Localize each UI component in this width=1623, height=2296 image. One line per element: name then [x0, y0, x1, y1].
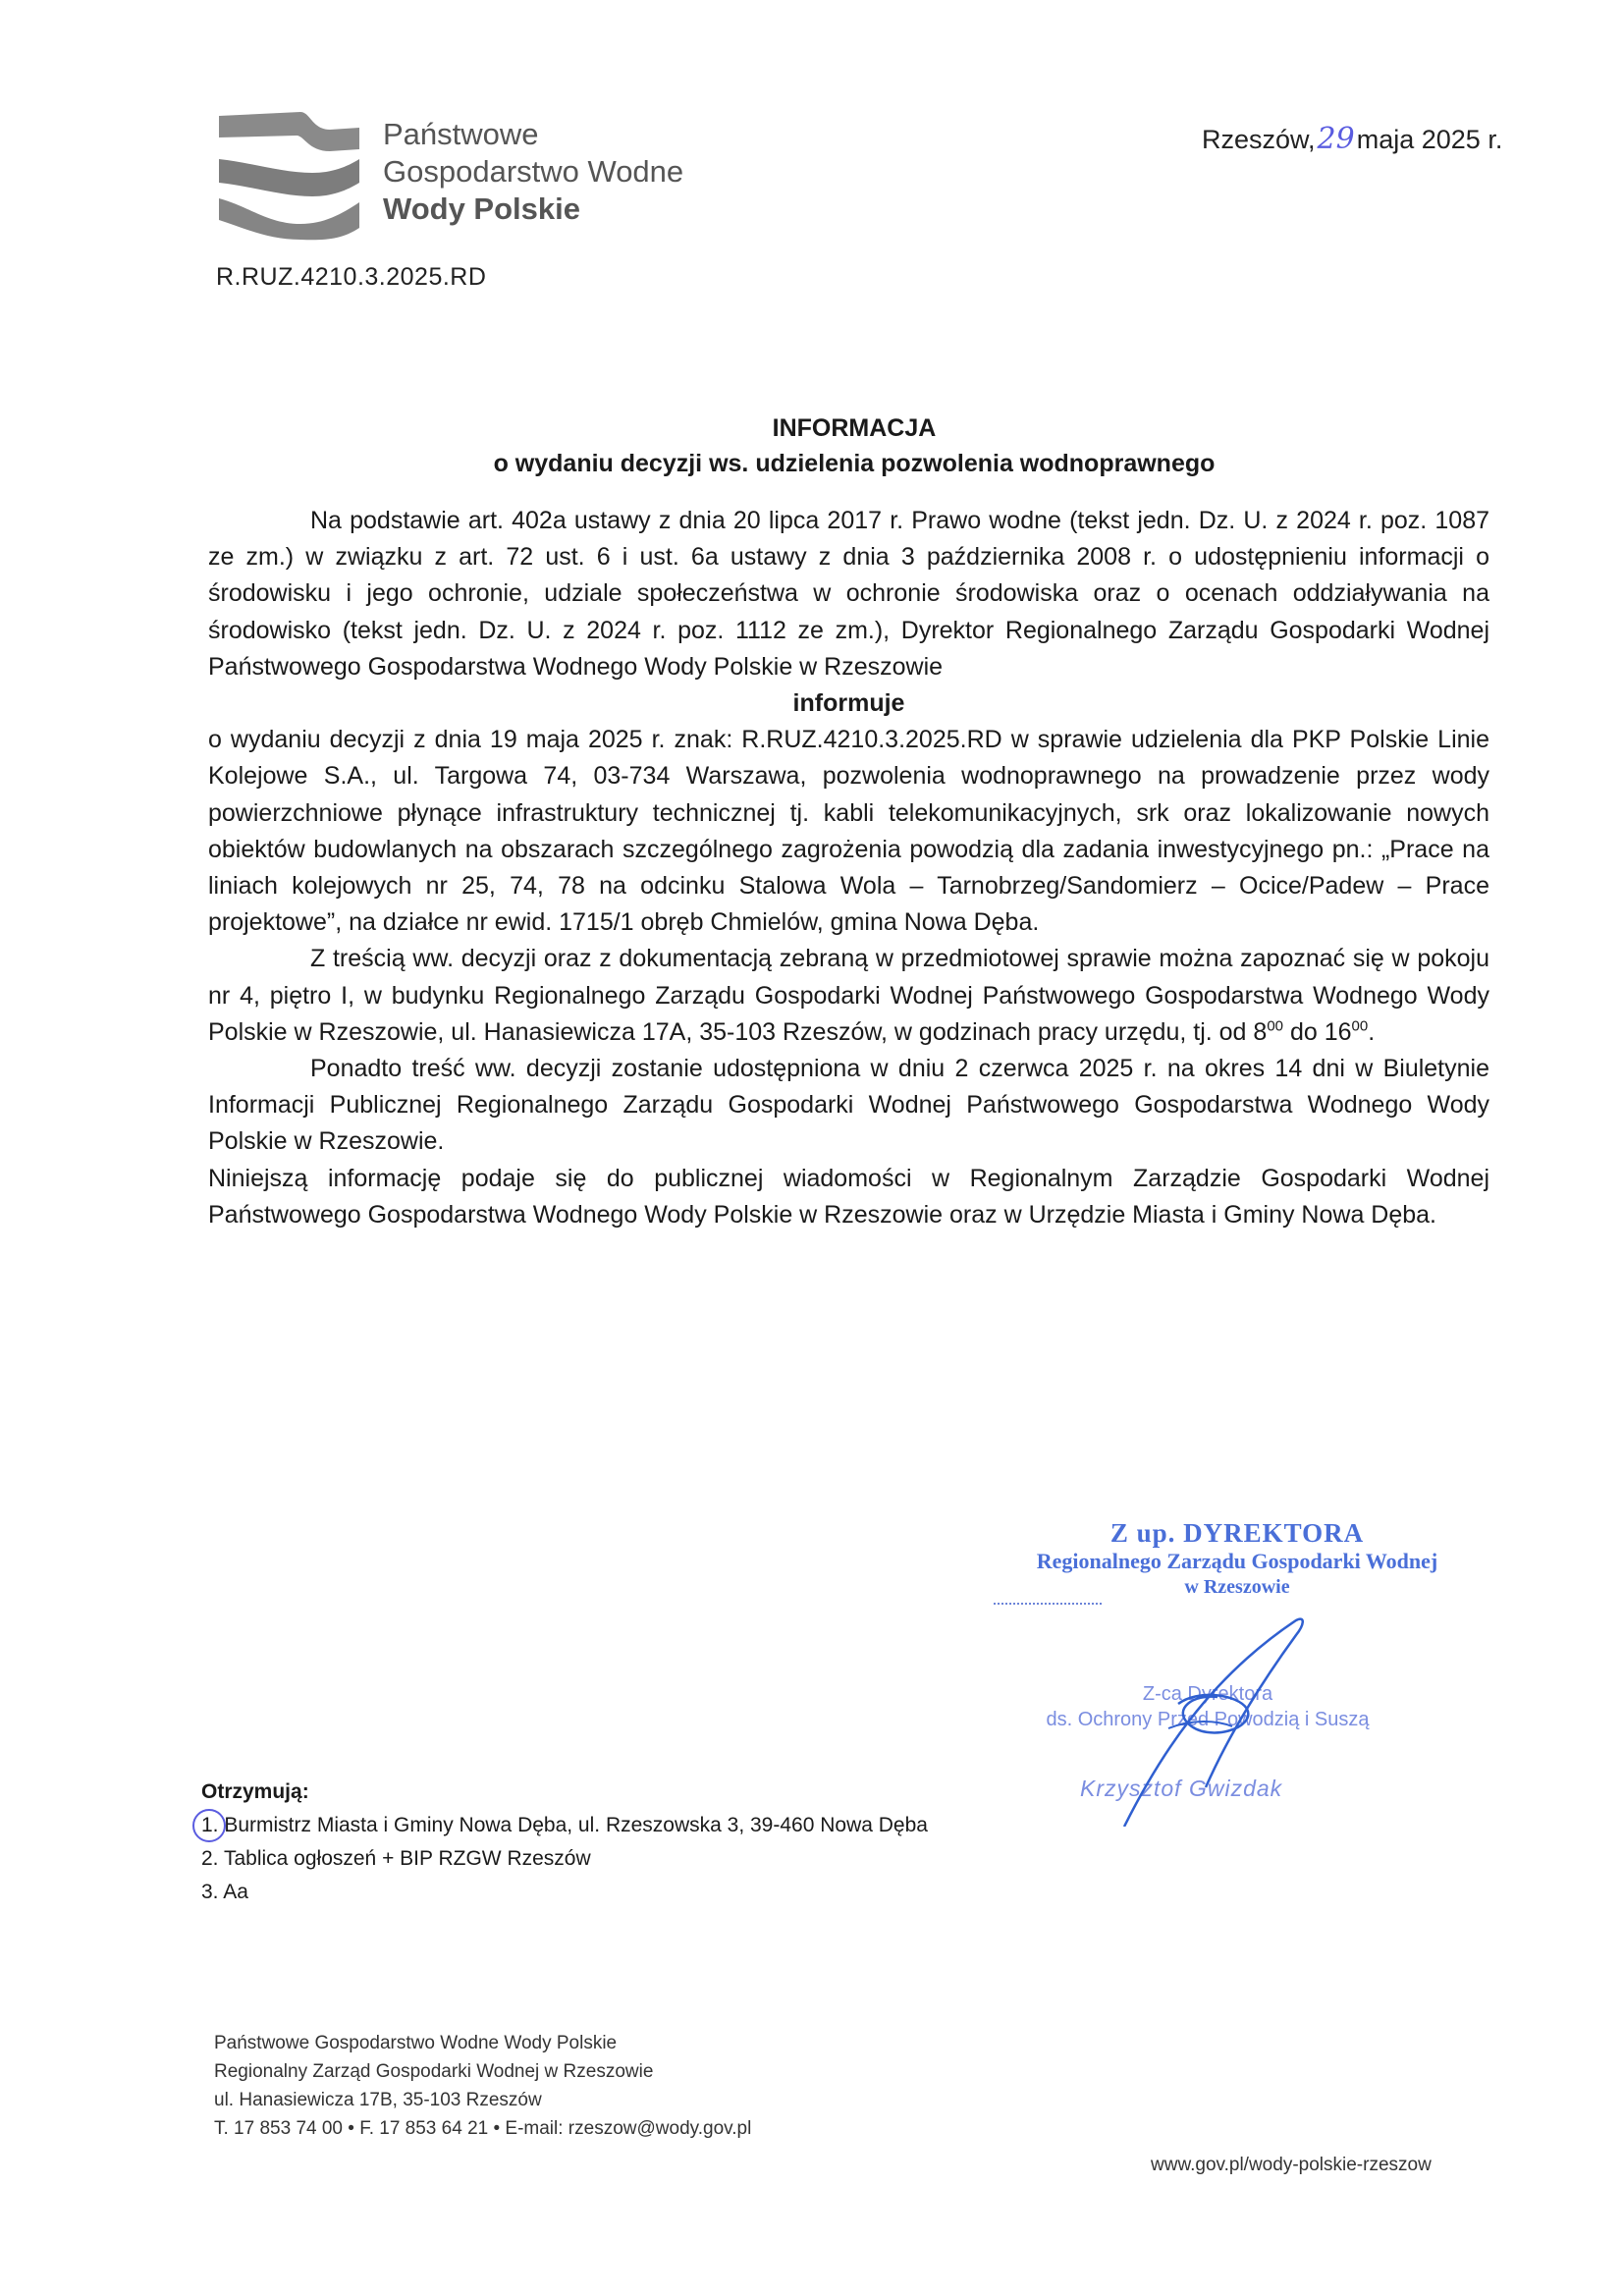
hours-to-sup: 00: [1351, 1017, 1369, 1035]
org-name-line3: Wody Polskie: [383, 191, 580, 226]
stamp-dotted-line: [994, 1603, 1102, 1605]
handwritten-signature-icon: [1100, 1611, 1316, 1827]
access-paragraph: [208, 941, 1489, 1051]
footer-website-link[interactable]: www.gov.pl/wody-polskie-rzeszow: [1151, 2155, 1432, 2175]
decision-paragraph: o wydaniu decyzji z dnia 19 maja 2025 r. znak: R.RUZ.4210.3.2025.RD w sprawie udzielenia dla PKP Polskie Linie Kolejowe S.A., ul. Targowa 74, 03-734 Warszawa, pozwolenia wodnoprawnego na prowadzenie przez wody powierzchniowe płynące infrastruktury technicznej tj. kabli telekomunikacyjnych, srk oraz lokalizowanie nowych obiektów budowlanych na obszarach szczególnego zagrożenia powodzią dla zadania inwestycyjnego pn.: „Prace na liniach kolejowych nr 25, 74, 78 na odcinku Stalowa Wola – Tarnobrzeg/Sandomierz – Ocice/Padew – Prace projektowe”, na działce nr ewid. 1715/1 obręb Chmielów, gmina Nowa Dęba.: [208, 726, 1489, 937]
recipients-list: [201, 1776, 928, 1909]
document-title: [196, 410, 1512, 481]
handwritten-day: 29: [1317, 122, 1355, 156]
hours-from-sup: 00: [1267, 1017, 1283, 1035]
signatory-title-line2: ds. Ochrony Przed Powodzią i Suszą: [1046, 1709, 1370, 1730]
signatory-title-line1: Z-ca Dyrektora: [1142, 1683, 1273, 1705]
document-body: [208, 503, 1489, 1233]
director-stamp: [982, 1517, 1492, 1600]
org-name-line2: Gospodarstwo Wodne: [383, 154, 684, 189]
access-text: Z treścią ww. decyzji oraz z dokumentacją zebraną w przedmiotowej sprawie można zapoznać się w pokoju nr 4, piętro I, w budynku Regionalnego Zarządu Gospodarki Wodnej Państwowego Gospodarstwa Wodnego Wody Polskie w Rzeszowie, ul. Hanasiewicza 17A, 35-103 Rzeszów, w godzinach pracy urzędu, tj. od 8: [208, 945, 1489, 1046]
recipients-header: Otrzymują:: [201, 1780, 309, 1803]
footer-contact: T. 17 853 74 00 • F. 17 853 64 21 • E-mail: rzeszow@wody.gov.pl: [214, 2118, 752, 2139]
handwritten-circle-mark: [192, 1809, 226, 1842]
recipient-item: 2. Tablica ogłoszeń + BIP RZGW Rzeszów: [201, 1847, 591, 1870]
organization-name: [383, 116, 683, 228]
footer-address: [214, 2029, 751, 2143]
reference-number: R.RUZ.4210.3.2025.RD: [216, 263, 487, 291]
hours-to-label: do 16: [1283, 1017, 1352, 1046]
footer-line2: Regionalny Zarząd Gospodarki Wodnej w Rzeszowie: [214, 2061, 654, 2082]
title-subtitle: o wydaniu decyzji ws. udzielenia pozwolenia wodnoprawnego: [493, 450, 1216, 477]
informuje-heading: informuje: [792, 689, 905, 718]
place-date: [1202, 122, 1502, 156]
recipient-item: 1. Burmistrz Miasta i Gminy Nowa Dęba, ul. Rzeszowska 3, 39-460 Nowa Dęba: [201, 1814, 928, 1836]
stamp-line2: Regionalnego Zarządu Gospodarki Wodnej: [1036, 1549, 1438, 1573]
stamp-line3: w Rzeszowie: [1184, 1576, 1290, 1598]
hours-end: .: [1368, 1017, 1376, 1046]
org-name-line1: Państwowe: [383, 117, 539, 151]
intro-paragraph: Na podstawie art. 402a ustawy z dnia 20 lipca 2017 r. Prawo wodne (tekst jedn. Dz. U. z 2024 r. poz. 1087 ze zm.) w związku z art. 72 ust. 6 i ust. 6a ustawy z dnia 3 października 2008 r. o udostępnieniu informacji o środowisku i jego ochronie, udziale społeczeństwa w ochronie środowiska oraz o ocenach oddziaływania na środowisko (tekst jedn. Dz. U. z 2024 r. poz. 1112 ze zm.), Dyrektor Regionalnego Zarządu Gospodarki Wodnej Państwowego Gospodarstwa Wodnego Wody Polskie w Rzeszowie: [208, 507, 1489, 681]
signatory-name: Krzysztof Gwizdak: [1080, 1776, 1283, 1801]
bip-paragraph: Ponadto treść ww. decyzji zostanie udostępniona w dniu 2 czerwca 2025 r. na okres 14 dni w Biuletynie Informacji Publicznej Regionalnego Zarządu Gospodarki Wodnej Państwowego Gospodarstwa Wodnego Wody Polskie w Rzeszowie.: [208, 1055, 1489, 1156]
date-rest: maja 2025 r.: [1356, 125, 1503, 154]
public-notice-paragraph: Niniejszą informację podaje się do publicznej wiadomości w Regionalnym Zarządzie Gospodarki Wodnej Państwowego Gospodarstwa Wodnego Wody Polskie w Rzeszowie oraz w Urzędzie Miasta i Gminy Nowa Dęba.: [208, 1164, 1489, 1229]
footer-line1: Państwowe Gospodarstwo Wodne Wody Polskie: [214, 2033, 618, 2053]
recipient-item: 3. Aa: [201, 1881, 248, 1903]
footer-line3: ul. Hanasiewicza 17B, 35-103 Rzeszów: [214, 2090, 542, 2110]
stamp-line1: Z up. DYREKTORA: [1109, 1518, 1365, 1548]
wody-polskie-logo-icon: [214, 108, 361, 241]
place: Rzeszów,: [1202, 125, 1316, 154]
title-main: INFORMACJA: [772, 414, 937, 442]
